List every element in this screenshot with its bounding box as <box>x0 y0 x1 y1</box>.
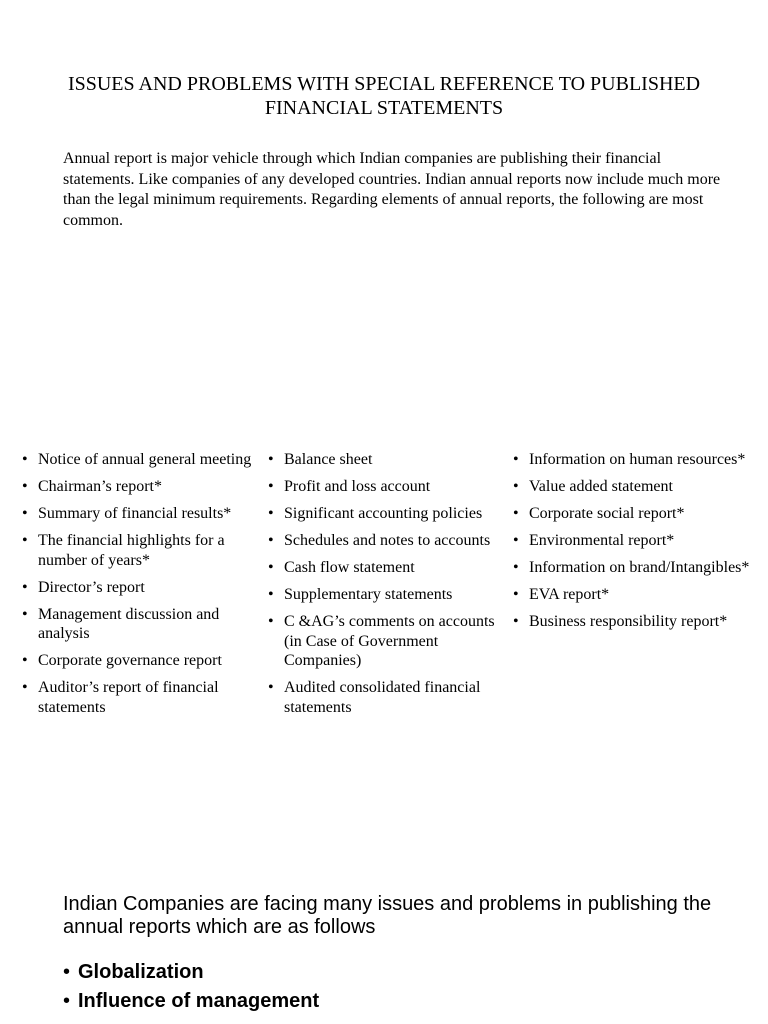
bullet-icon: • <box>22 679 28 696</box>
list-item-text: Influence of management <box>78 990 320 1012</box>
bullet-icon: • <box>268 613 274 630</box>
list-item <box>268 504 508 524</box>
bullet-icon: • <box>63 990 71 1012</box>
list-item <box>513 612 753 632</box>
bullet-icon: • <box>22 505 28 522</box>
list-item <box>268 585 508 605</box>
list-item-text: Director’s report <box>38 578 145 596</box>
list-item-text: Corporate social report* <box>529 505 685 522</box>
list-item <box>22 678 262 717</box>
bullet-icon: • <box>268 679 274 696</box>
list-item <box>513 477 753 497</box>
bullet-icon: • <box>22 652 28 669</box>
list-item-text: Profit and loss account <box>284 478 431 495</box>
list-item <box>513 558 753 578</box>
bullet-icon: • <box>22 478 28 495</box>
list-item <box>22 605 262 644</box>
list-item-text: Schedules and notes to accounts <box>284 532 491 549</box>
list-item-text: The financial highlights for a number of years* <box>38 532 225 569</box>
list-item-text: Environmental report* <box>529 532 675 549</box>
list-item <box>22 450 262 470</box>
list-item-text: Summary of financial results* <box>38 505 232 522</box>
list-item-text: Information on human resources* <box>529 451 746 468</box>
list-item-text: Globalization <box>78 961 204 983</box>
list-item-text: Auditor’s report of financial statements <box>38 679 219 716</box>
list-item-text: Supplementary statements <box>284 586 453 603</box>
list-item <box>268 531 508 551</box>
list-item-text: Business responsibility report* <box>529 613 728 630</box>
list-item <box>268 477 508 497</box>
elements-column-2 <box>268 450 508 725</box>
elements-column-1 <box>22 450 262 725</box>
list-item-text: Value added statement <box>529 478 673 495</box>
bullet-icon: • <box>513 505 519 522</box>
list-item-text: Notice of annual general meeting <box>38 451 252 468</box>
bullet-icon: • <box>22 451 28 468</box>
list-item-text: Balance sheet <box>284 451 373 468</box>
elements-column-3 <box>513 450 753 639</box>
bullet-icon: • <box>268 532 274 549</box>
bullet-icon: • <box>513 451 519 468</box>
list-item <box>513 531 753 551</box>
list-item <box>22 477 262 497</box>
list-item-text: Chairman’s report* <box>38 478 162 495</box>
bullet-icon: • <box>513 532 519 549</box>
issues-intro-paragraph: Indian Companies are facing many issues and problems in publishing the annual reports which are as follows <box>63 893 712 938</box>
issues-list <box>63 960 319 1018</box>
list-item <box>63 960 319 984</box>
bullet-icon: • <box>22 578 28 596</box>
list-item <box>513 585 753 605</box>
intro-paragraph: Annual report is major vehicle through which Indian companies are publishing their financial statements. Like companies of any developed countries. Indian annual reports now include much more than the legal minimum requirements. Regarding elements of annual reports, the following are most common. <box>63 150 721 229</box>
list-item <box>513 504 753 524</box>
bullet-icon: • <box>513 613 519 630</box>
bullet-icon: • <box>513 586 519 603</box>
list-item <box>268 678 508 717</box>
bullet-icon: • <box>268 451 274 468</box>
list-item-text: Management discussion and analysis <box>38 605 220 642</box>
list-item <box>268 450 508 470</box>
list-item-text: Cash flow statement <box>284 559 415 576</box>
list-item <box>22 531 262 570</box>
bullet-icon: • <box>268 505 274 522</box>
list-item-text: C &AG’s comments on accounts (in Case of Government Companies) <box>284 613 495 669</box>
bullet-icon: • <box>22 605 28 623</box>
bullet-icon: • <box>63 961 71 983</box>
bullet-icon: • <box>513 478 519 495</box>
list-item <box>268 558 508 578</box>
list-item-text: Information on brand/Intangibles* <box>529 559 750 576</box>
list-item <box>63 989 319 1013</box>
list-item <box>22 651 262 671</box>
bullet-icon: • <box>268 586 274 603</box>
list-item-text: EVA report* <box>529 586 610 603</box>
bullet-icon: • <box>513 559 519 576</box>
page-title: ISSUES AND PROBLEMS WITH SPECIAL REFERENCE TO PUBLISHED FINANCIAL STATEMENTS <box>67 73 701 119</box>
bullet-icon: • <box>268 559 274 576</box>
list-item <box>268 612 508 671</box>
list-item-text: Significant accounting policies <box>284 505 483 522</box>
bullet-icon: • <box>268 478 274 495</box>
list-item <box>22 504 262 524</box>
list-item-text: Audited consolidated financial statements <box>284 679 481 716</box>
list-item <box>513 450 753 470</box>
list-item <box>22 578 262 598</box>
bullet-icon: • <box>22 532 28 549</box>
list-item-text: Corporate governance report <box>38 652 222 669</box>
